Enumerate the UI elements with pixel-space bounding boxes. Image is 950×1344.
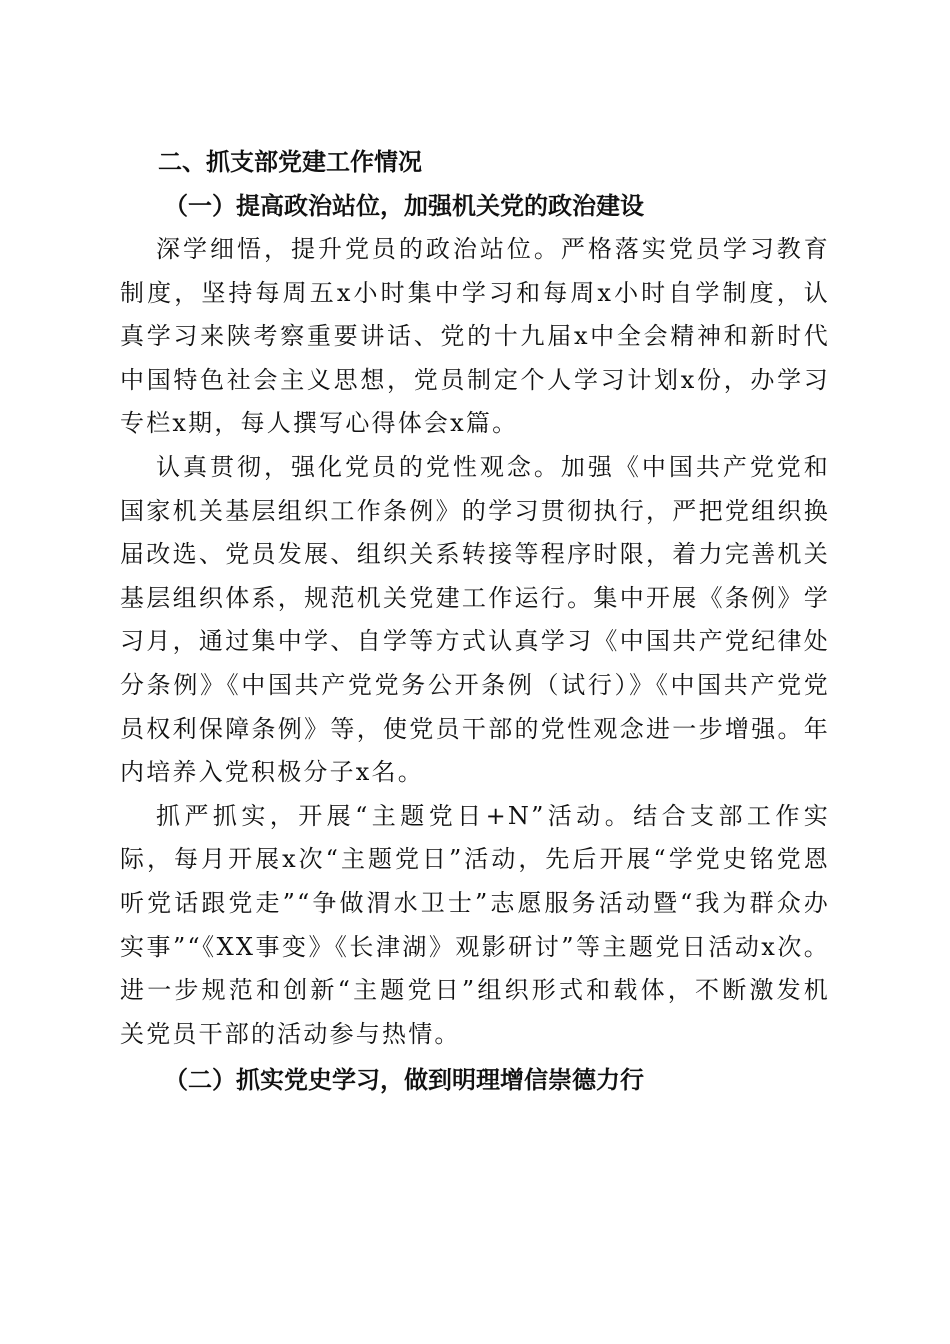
paragraph-regulations: 认真贯彻，强化党员的党性观念。加强《中国共产党党和国家机关基层组织工作条例》的学习贯彻执行，严把党组织换届改选、党员发展、组织关系转接等程序时限，着力完善机关基层组织体系，规范机关党建工作运行。集中开展《条例》学习月，通过集中学、自学等方式认真学习《中国共产党纪律处分条例》《中国共产党党务公开条例（试行）》《中国共产党党员权利保障条例》等，使党员干部的党性观念进一步增强。年内培养入党积极分子x名。 bbox=[120, 452, 830, 787]
subsection-title-2: （二）抓实党史学习，做到明理增信崇德力行 bbox=[164, 1065, 644, 1095]
paragraph-theme-day: 抓严抓实，开展“主题党日+N”活动。结合支部工作实际，每月开展x次“主题党日”活动，先后开展“学党史铭党恩听党话跟党走”“争做渭水卫士”志愿服务活动暨“我为群众办实事”“《XX事变》《长津湖》观影研讨”等主题党日活动x次。进一步规范和创新“主题党日”组织形式和载体，不断激发机关党员干部的活动参与热情。 bbox=[120, 801, 830, 1048]
document-body bbox=[120, 140, 830, 1102]
paragraph-study: 深学细悟，提升党员的政治站位。严格落实党员学习教育制度，坚持每周五x小时集中学习和每周x小时自学制度，认真学习来陕考察重要讲话、党的十九届x中全会精神和新时代中国特色社会主义思想，党员制定个人学习计划x份，办学习专栏x期，每人撰写心得体会x篇。 bbox=[120, 235, 830, 438]
section-title: 二、抓支部党建工作情况 bbox=[158, 147, 422, 176]
subsection-title-1: （一）提高政治站位，加强机关党的政治建设 bbox=[164, 191, 644, 220]
